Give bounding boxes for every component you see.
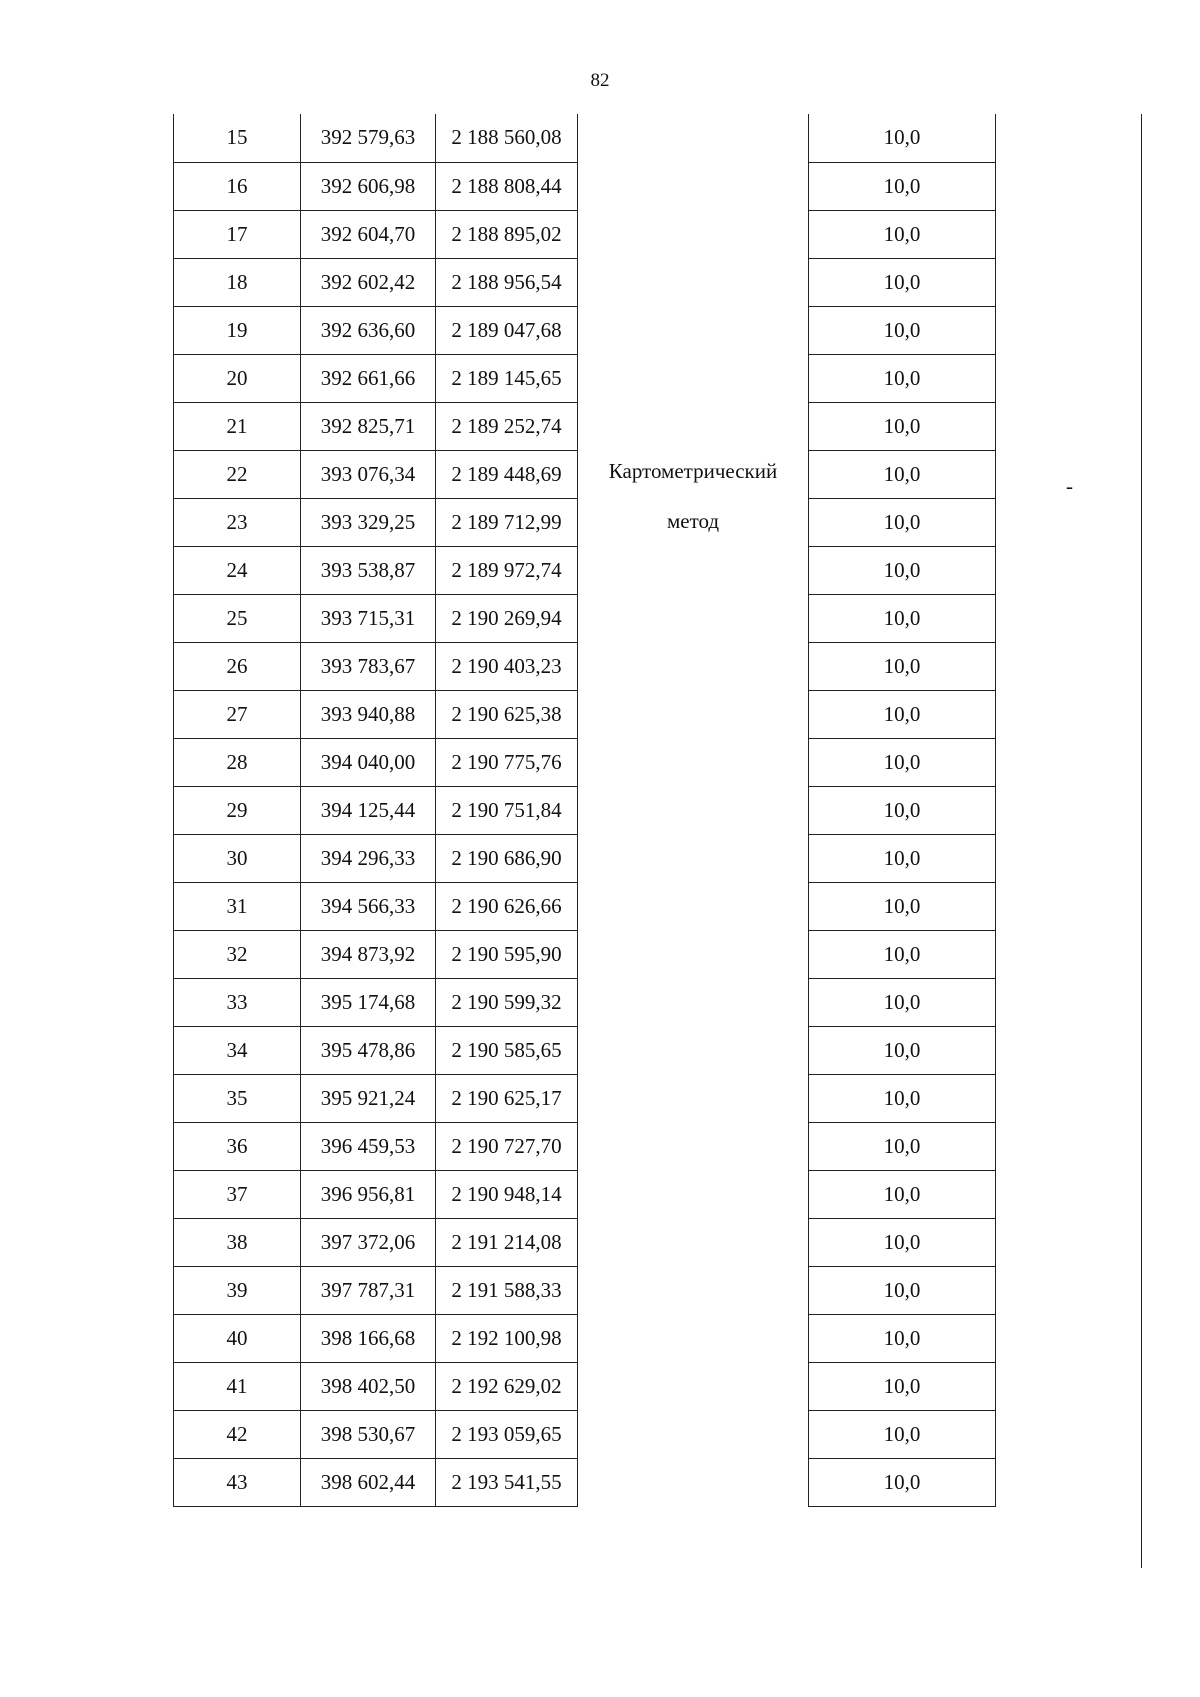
y-coordinate-cell: 2 193 059,65 bbox=[436, 1410, 578, 1458]
x-coordinate-cell: 398 166,68 bbox=[301, 1314, 436, 1362]
point-number-cell: 15 bbox=[174, 114, 301, 162]
point-number-cell: 32 bbox=[174, 930, 301, 978]
point-number-cell: 35 bbox=[174, 1074, 301, 1122]
accuracy-cell: 10,0 bbox=[809, 402, 996, 450]
point-number-cell: 17 bbox=[174, 210, 301, 258]
point-number-cell: 25 bbox=[174, 594, 301, 642]
x-coordinate-cell: 392 604,70 bbox=[301, 210, 436, 258]
last-column-cell bbox=[996, 114, 1141, 1506]
y-coordinate-cell: 2 188 808,44 bbox=[436, 162, 578, 210]
y-coordinate-cell: 2 190 626,66 bbox=[436, 882, 578, 930]
accuracy-cell: 10,0 bbox=[809, 834, 996, 882]
x-coordinate-cell: 397 372,06 bbox=[301, 1218, 436, 1266]
accuracy-cell: 10,0 bbox=[809, 1170, 996, 1218]
accuracy-cell: 10,0 bbox=[809, 1266, 996, 1314]
x-coordinate-cell: 392 579,63 bbox=[301, 114, 436, 162]
accuracy-cell: 10,0 bbox=[809, 210, 996, 258]
point-number-cell: 27 bbox=[174, 690, 301, 738]
y-coordinate-cell: 2 190 625,38 bbox=[436, 690, 578, 738]
accuracy-cell: 10,0 bbox=[809, 1026, 996, 1074]
accuracy-cell: 10,0 bbox=[809, 114, 996, 162]
method-line-1: Картометрический bbox=[608, 459, 778, 483]
x-coordinate-cell: 396 459,53 bbox=[301, 1122, 436, 1170]
y-coordinate-cell: 2 190 775,76 bbox=[436, 738, 578, 786]
accuracy-cell: 10,0 bbox=[809, 1362, 996, 1410]
x-coordinate-cell: 393 940,88 bbox=[301, 690, 436, 738]
point-number-cell: 30 bbox=[174, 834, 301, 882]
point-number-cell: 19 bbox=[174, 306, 301, 354]
y-coordinate-cell: 2 190 585,65 bbox=[436, 1026, 578, 1074]
point-number-cell: 43 bbox=[174, 1458, 301, 1506]
point-number-cell: 29 bbox=[174, 786, 301, 834]
coordinates-table-body bbox=[174, 114, 1141, 1506]
accuracy-cell: 10,0 bbox=[809, 594, 996, 642]
y-coordinate-cell: 2 189 712,99 bbox=[436, 498, 578, 546]
point-number-cell: 16 bbox=[174, 162, 301, 210]
x-coordinate-cell: 392 636,60 bbox=[301, 306, 436, 354]
x-coordinate-cell: 398 530,67 bbox=[301, 1410, 436, 1458]
point-number-cell: 40 bbox=[174, 1314, 301, 1362]
point-number-cell: 22 bbox=[174, 450, 301, 498]
point-number-cell: 23 bbox=[174, 498, 301, 546]
x-coordinate-cell: 394 296,33 bbox=[301, 834, 436, 882]
accuracy-cell: 10,0 bbox=[809, 1074, 996, 1122]
y-coordinate-cell: 2 188 956,54 bbox=[436, 258, 578, 306]
point-number-cell: 21 bbox=[174, 402, 301, 450]
x-coordinate-cell: 395 921,24 bbox=[301, 1074, 436, 1122]
y-coordinate-cell: 2 189 047,68 bbox=[436, 306, 578, 354]
x-coordinate-cell: 394 125,44 bbox=[301, 786, 436, 834]
point-number-cell: 24 bbox=[174, 546, 301, 594]
y-coordinate-cell: 2 190 269,94 bbox=[436, 594, 578, 642]
accuracy-cell: 10,0 bbox=[809, 882, 996, 930]
y-coordinate-cell: 2 189 448,69 bbox=[436, 450, 578, 498]
y-coordinate-cell: 2 189 145,65 bbox=[436, 354, 578, 402]
y-coordinate-cell: 2 188 895,02 bbox=[436, 210, 578, 258]
accuracy-cell: 10,0 bbox=[809, 1122, 996, 1170]
y-coordinate-cell: 2 189 252,74 bbox=[436, 402, 578, 450]
point-number-cell: 41 bbox=[174, 1362, 301, 1410]
y-coordinate-cell: 2 189 972,74 bbox=[436, 546, 578, 594]
x-coordinate-cell: 393 076,34 bbox=[301, 450, 436, 498]
point-number-cell: 36 bbox=[174, 1122, 301, 1170]
point-number-cell: 31 bbox=[174, 882, 301, 930]
last-column-value: - bbox=[1066, 474, 1073, 498]
accuracy-cell: 10,0 bbox=[809, 786, 996, 834]
accuracy-cell: 10,0 bbox=[809, 1458, 996, 1506]
point-number-cell: 33 bbox=[174, 978, 301, 1026]
x-coordinate-cell: 395 478,86 bbox=[301, 1026, 436, 1074]
point-number-cell: 34 bbox=[174, 1026, 301, 1074]
accuracy-cell: 10,0 bbox=[809, 498, 996, 546]
x-coordinate-cell: 398 402,50 bbox=[301, 1362, 436, 1410]
accuracy-cell: 10,0 bbox=[809, 162, 996, 210]
accuracy-cell: 10,0 bbox=[809, 978, 996, 1026]
y-coordinate-cell: 2 190 595,90 bbox=[436, 930, 578, 978]
x-coordinate-cell: 393 783,67 bbox=[301, 642, 436, 690]
y-coordinate-cell: 2 192 100,98 bbox=[436, 1314, 578, 1362]
method-cell bbox=[578, 114, 809, 1506]
table-row bbox=[174, 114, 1141, 162]
accuracy-cell: 10,0 bbox=[809, 258, 996, 306]
x-coordinate-cell: 392 606,98 bbox=[301, 162, 436, 210]
point-number-cell: 26 bbox=[174, 642, 301, 690]
table-right-border bbox=[1141, 114, 1142, 1568]
y-coordinate-cell: 2 190 751,84 bbox=[436, 786, 578, 834]
x-coordinate-cell: 392 661,66 bbox=[301, 354, 436, 402]
y-coordinate-cell: 2 190 727,70 bbox=[436, 1122, 578, 1170]
y-coordinate-cell: 2 190 625,17 bbox=[436, 1074, 578, 1122]
x-coordinate-cell: 396 956,81 bbox=[301, 1170, 436, 1218]
point-number-cell: 20 bbox=[174, 354, 301, 402]
x-coordinate-cell: 393 715,31 bbox=[301, 594, 436, 642]
x-coordinate-cell: 395 174,68 bbox=[301, 978, 436, 1026]
y-coordinate-cell: 2 190 403,23 bbox=[436, 642, 578, 690]
y-coordinate-cell: 2 192 629,02 bbox=[436, 1362, 578, 1410]
x-coordinate-cell: 392 825,71 bbox=[301, 402, 436, 450]
accuracy-cell: 10,0 bbox=[809, 1314, 996, 1362]
method-line-2: метод bbox=[666, 509, 720, 533]
y-coordinate-cell: 2 191 588,33 bbox=[436, 1266, 578, 1314]
x-coordinate-cell: 394 040,00 bbox=[301, 738, 436, 786]
method-text bbox=[578, 114, 808, 546]
y-coordinate-cell: 2 190 948,14 bbox=[436, 1170, 578, 1218]
accuracy-cell: 10,0 bbox=[809, 930, 996, 978]
x-coordinate-cell: 394 873,92 bbox=[301, 930, 436, 978]
coordinates-table bbox=[173, 114, 1141, 1507]
point-number-cell: 18 bbox=[174, 258, 301, 306]
point-number-cell: 37 bbox=[174, 1170, 301, 1218]
accuracy-cell: 10,0 bbox=[809, 1218, 996, 1266]
accuracy-cell: 10,0 bbox=[809, 642, 996, 690]
x-coordinate-cell: 392 602,42 bbox=[301, 258, 436, 306]
x-coordinate-cell: 397 787,31 bbox=[301, 1266, 436, 1314]
x-coordinate-cell: 398 602,44 bbox=[301, 1458, 436, 1506]
point-number-cell: 39 bbox=[174, 1266, 301, 1314]
y-coordinate-cell: 2 191 214,08 bbox=[436, 1218, 578, 1266]
accuracy-cell: 10,0 bbox=[809, 354, 996, 402]
x-coordinate-cell: 393 329,25 bbox=[301, 498, 436, 546]
y-coordinate-cell: 2 193 541,55 bbox=[436, 1458, 578, 1506]
accuracy-cell: 10,0 bbox=[809, 450, 996, 498]
x-coordinate-cell: 394 566,33 bbox=[301, 882, 436, 930]
y-coordinate-cell: 2 190 599,32 bbox=[436, 978, 578, 1026]
accuracy-cell: 10,0 bbox=[809, 1410, 996, 1458]
point-number-cell: 38 bbox=[174, 1218, 301, 1266]
accuracy-cell: 10,0 bbox=[809, 690, 996, 738]
point-number-cell: 28 bbox=[174, 738, 301, 786]
page-number: 82 bbox=[590, 70, 610, 91]
accuracy-cell: 10,0 bbox=[809, 306, 996, 354]
y-coordinate-cell: 2 188 560,08 bbox=[436, 114, 578, 162]
accuracy-cell: 10,0 bbox=[809, 546, 996, 594]
x-coordinate-cell: 393 538,87 bbox=[301, 546, 436, 594]
y-coordinate-cell: 2 190 686,90 bbox=[436, 834, 578, 882]
point-number-cell: 42 bbox=[174, 1410, 301, 1458]
accuracy-cell: 10,0 bbox=[809, 738, 996, 786]
